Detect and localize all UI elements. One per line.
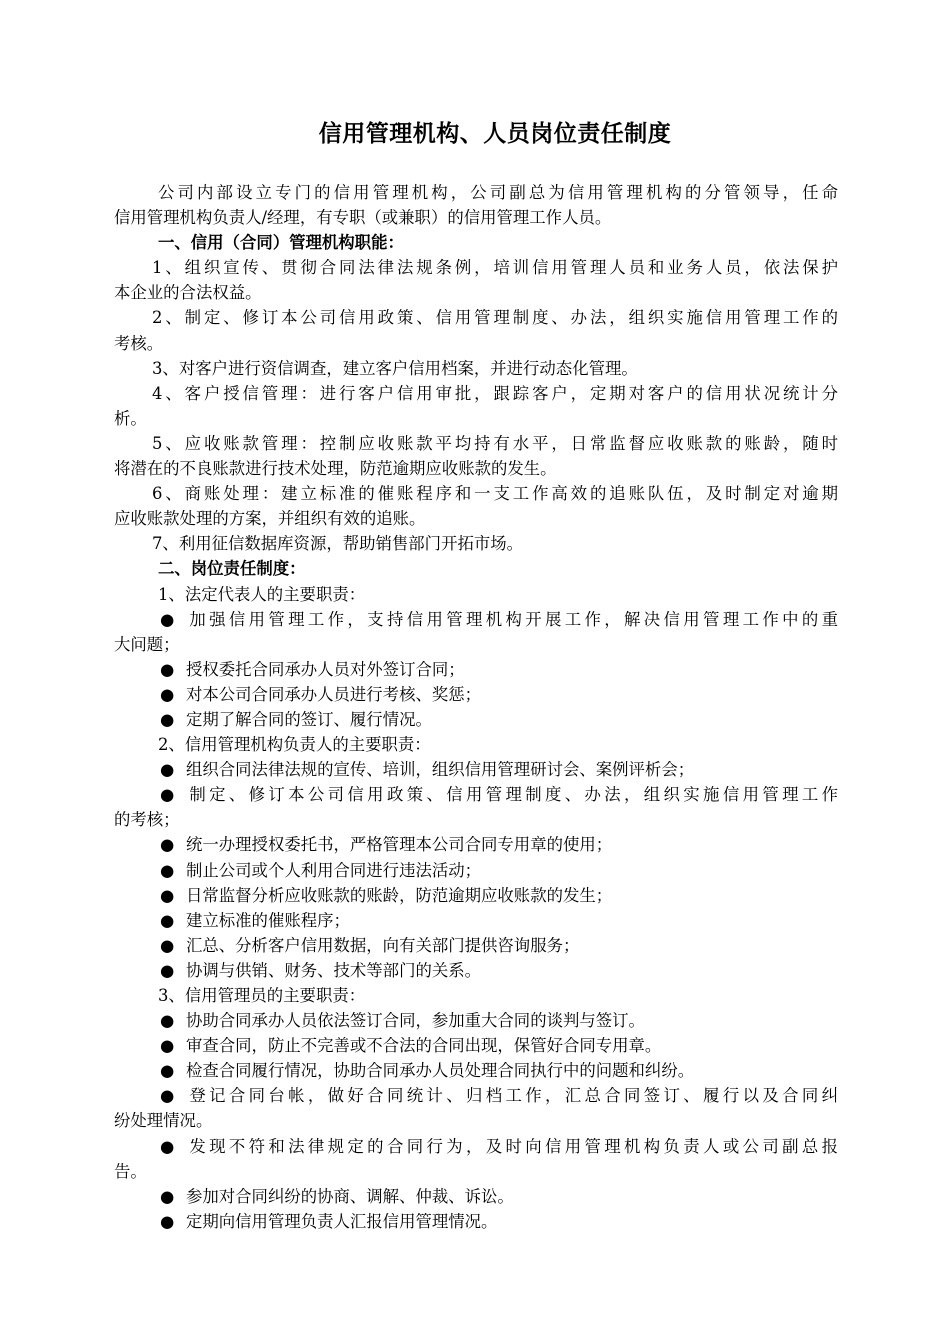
bullet-item (114, 1033, 838, 1058)
bullet-item (114, 908, 838, 933)
bullet-item (114, 782, 838, 807)
bullet-icon: ● (160, 760, 175, 780)
bullet-text: 制止公司或个人利用合同进行违法活动； (186, 860, 482, 880)
section1-item-cont: 将潜在的不良账款进行技术处理，防范逾期应收账款的发生。 (114, 459, 557, 479)
bullet-item (114, 757, 838, 782)
section1-item-cont: 析。 (114, 408, 147, 428)
section1-item: 1、组织宣传、贯彻合同法律法规条例，培训信用管理人员和业务人员，依法保护 (152, 258, 838, 278)
group-title: 2、信用管理机构负责人的主要职责： (158, 735, 431, 755)
group-title: 1、法定代表人的主要职责： (158, 584, 366, 604)
section1-item: 7、利用征信数据库资源，帮助销售部门开拓市场。 (152, 534, 524, 554)
bullet-icon: ● (160, 609, 175, 629)
bullet-icon: ● (160, 885, 175, 905)
bullet-item (114, 1134, 838, 1159)
bullet-icon: ● (160, 835, 175, 855)
bullet-text: 建立标准的催账程序； (186, 910, 350, 930)
bullet-item (114, 883, 838, 908)
bullet-item (114, 1058, 838, 1083)
intro-line: 信用管理机构负责人/经理，有专职（或兼职）的信用管理工作人员。 (114, 208, 612, 228)
bullet-text: 汇总、分析客户信用数据，向有关部门提供咨询服务； (186, 935, 580, 955)
bullet-icon: ● (160, 1186, 175, 1206)
bullet-item (114, 958, 838, 983)
bullet-item (114, 607, 838, 632)
bullet-text: 日常监督分析应收账款的账龄，防范逾期应收账款的发生； (186, 885, 613, 905)
bullet-text: 登记合同台帐，做好合同统计、归档工作，汇总合同签订、履行以及合同纠 (186, 1086, 838, 1106)
group-title: 3、信用管理员的主要职责： (158, 986, 366, 1005)
section1-item: 4、客户授信管理：进行客户信用审批，跟踪客户，定期对客户的信用状况统计分 (152, 383, 838, 403)
bullet-text: 统一办理授权委托书，严格管理本公司合同专用章的使用； (186, 835, 613, 855)
bullet-item (114, 1184, 838, 1209)
bullet-icon: ● (160, 910, 175, 930)
bullet-text: 协调与供销、财务、技术等部门的关系。 (186, 960, 482, 980)
bullet-item-cont: 大问题； (114, 634, 180, 654)
bullet-icon: ● (160, 1086, 175, 1106)
bullet-icon: ● (160, 935, 175, 955)
bullet-item (114, 707, 838, 732)
bullet-icon: ● (160, 1011, 175, 1031)
bullet-icon: ● (160, 1061, 175, 1081)
bullet-icon: ● (160, 684, 175, 704)
document-body (114, 180, 838, 1234)
bullet-item (114, 1209, 838, 1234)
section1-item-cont: 应收账款处理的方案，并组织有效的追账。 (114, 509, 426, 529)
bullet-icon: ● (160, 1211, 175, 1231)
bullet-text: 协助合同承办人员依法签订合同，参加重大合同的谈判与签订。 (186, 1011, 645, 1031)
section1-item-cont: 本企业的合法权益。 (114, 283, 262, 303)
bullet-item (114, 1083, 838, 1108)
bullet-text: 加强信用管理工作，支持信用管理机构开展工作，解决信用管理工作中的重 (186, 609, 838, 629)
bullet-item-cont: 纷处理情况。 (114, 1111, 213, 1131)
document-title: 信用管理机构、人员岗位责任制度 (318, 121, 672, 147)
bullet-item (114, 832, 838, 857)
bullet-icon: ● (160, 659, 175, 679)
bullet-item-cont: 的考核； (114, 810, 180, 830)
bullet-icon: ● (160, 785, 175, 805)
bullet-icon: ● (160, 860, 175, 880)
bullet-item (114, 1008, 838, 1033)
section1-item: 2、制定、修订本公司信用政策、信用管理制度、办法，组织实施信用管理工作的 (152, 308, 838, 328)
bullet-text: 检查合同履行情况，协助合同承办人员处理合同执行中的问题和纠纷。 (186, 1061, 695, 1081)
bullet-item-cont: 告。 (114, 1161, 147, 1181)
section1-item: 3、对客户进行资信调查，建立客户信用档案，并进行动态化管理。 (152, 358, 638, 378)
bullet-item (114, 657, 838, 682)
bullet-text: 授权委托合同承办人员对外签订合同； (186, 659, 465, 679)
bullet-text: 审查合同，防止不完善或不合法的合同出现，保管好合同专用章。 (186, 1036, 662, 1056)
bullet-text: 发现不符和法律规定的合同行为，及时向信用管理机构负责人或公司副总报 (186, 1136, 838, 1156)
bullet-text: 参加对合同纠纷的协商、调解、仲裁、诉讼。 (186, 1186, 514, 1206)
bullet-text: 定期向信用管理负责人汇报信用管理情况。 (186, 1211, 498, 1231)
bullet-text: 制定、修订本公司信用政策、信用管理制度、办法，组织实施信用管理工作 (186, 785, 838, 805)
section1-heading: 一、信用（合同）管理机构职能： (158, 233, 404, 253)
section1-item: 6、商账处理：建立标准的催账程序和一支工作高效的追账队伍，及时制定对逾期 (152, 484, 838, 504)
bullet-icon: ● (160, 709, 175, 729)
section2-heading: 二、岗位责任制度： (158, 559, 306, 579)
bullet-icon: ● (160, 960, 175, 980)
bullet-item (114, 682, 838, 707)
section1-item: 5、应收账款管理：控制应收账款平均持有水平，日常监督应收账款的账龄，随时 (152, 433, 838, 453)
bullet-text: 组织合同法律法规的宣传、培训，组织信用管理研讨会、案例评析会； (186, 760, 695, 780)
section1-item-cont: 考核。 (114, 333, 164, 353)
bullet-text: 定期了解合同的签订、履行情况。 (186, 709, 432, 729)
bullet-icon: ● (160, 1136, 175, 1156)
bullet-icon: ● (160, 1036, 175, 1056)
bullet-item (114, 933, 838, 958)
intro-line: 公司内部设立专门的信用管理机构，公司副总为信用管理机构的分管领导，任命 (158, 183, 838, 202)
bullet-item (114, 858, 838, 883)
bullet-text: 对本公司合同承办人员进行考核、奖惩； (186, 684, 482, 704)
